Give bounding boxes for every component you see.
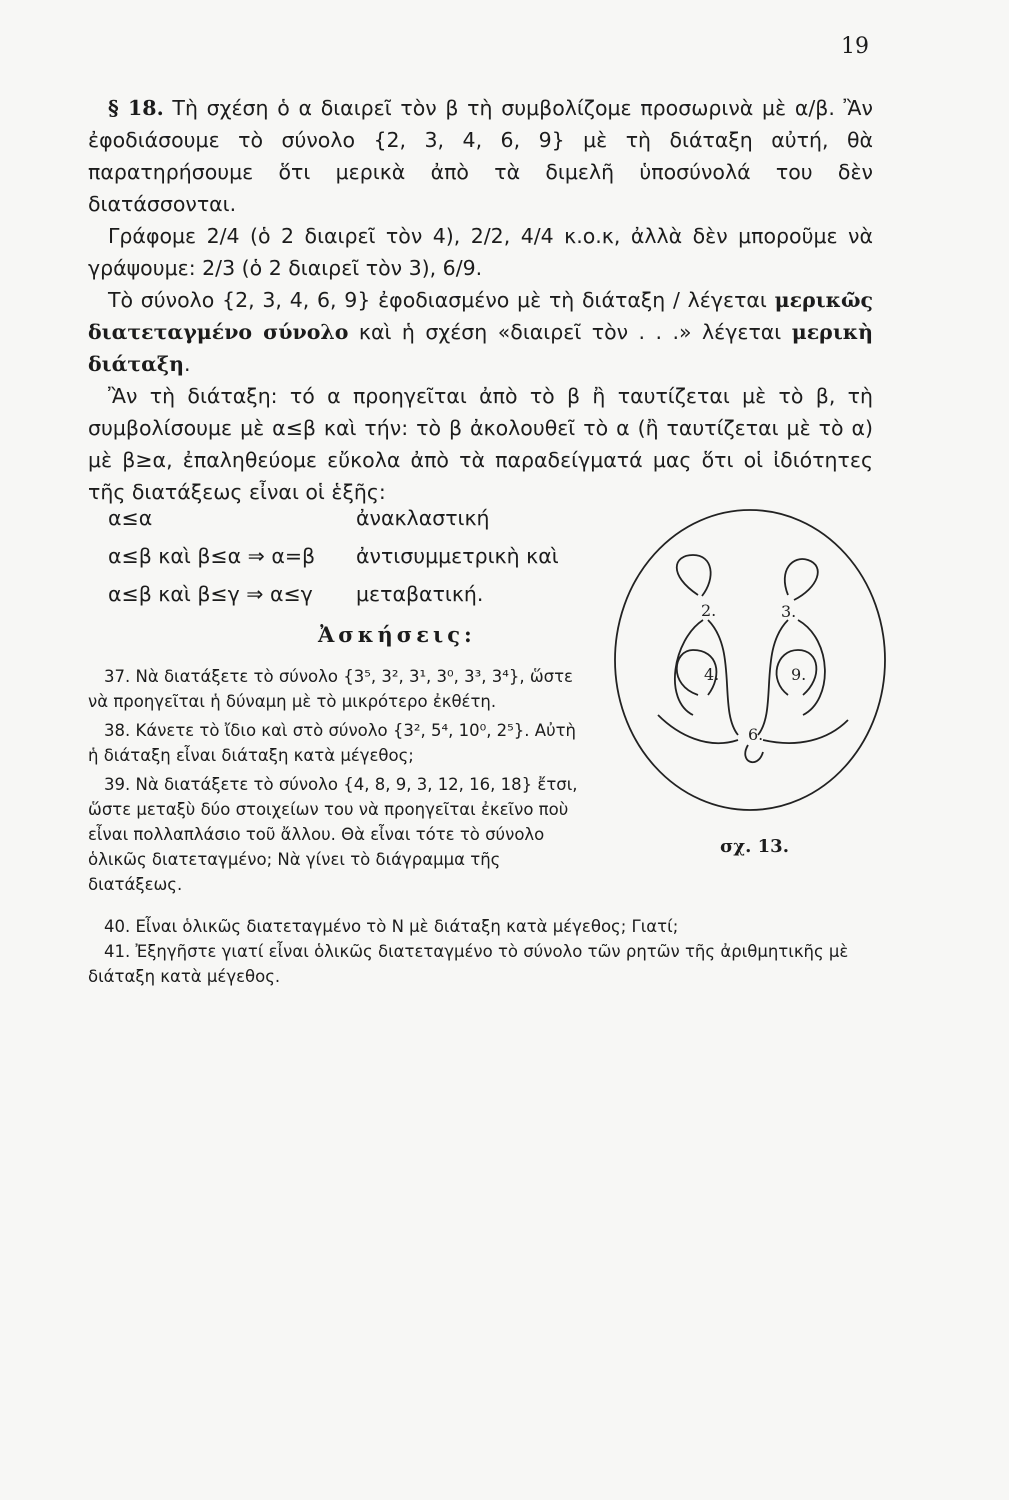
diagram-outline: [615, 510, 885, 810]
order-properties: [108, 506, 559, 620]
loop-6: [745, 745, 763, 762]
node-3: 3.: [781, 602, 797, 621]
edge-6-left: [658, 715, 738, 743]
loop-2: [677, 555, 711, 596]
node-2: 2.: [701, 601, 717, 620]
loop-3: [785, 559, 818, 600]
section-label: § 18.: [108, 96, 164, 120]
paragraph-1: Τὴ σχέση ὁ α διαιρεῖ τὸν β τὴ συμβολίζομε προσωρινὰ μὲ α/β. Ἂν ἐφοδιάσουμε τὸ σύνολο {2, 3, 4, 6, 9} μὲ τὴ διάταξη αὐτή, θὰ παρατηρήσουμε ὅτι μερικὰ ἀπὸ τὰ διμελῆ ὑποσύνολά του δὲν διατάσσονται.: [88, 96, 873, 216]
property-antisymmetric: α≤β καὶ β≤α ⇒ α=β ἀντισυμμετρικὴ καὶ: [108, 544, 559, 568]
paragraph-3: Τὸ σύνολο {2, 3, 4, 6, 9} ἐφοδιασμένο μὲ τὴ διάταξη / λέγεται μερικῶς διατεταγμένο σύνολο καὶ ἡ σχέση «διαιρεῖ τὸν . . .» λέγεται μερικὴ διάταξη.: [88, 288, 874, 376]
exercise-37: 37. Νὰ διατάξετε τὸ σύνολο {3⁵, 3², 3¹, 3⁰, 3³, 3⁴}, ὥστε νὰ προηγεῖται ἡ δύναμη μὲ τὸ μικρότερο ἐκθέτη.: [88, 667, 573, 711]
node-4: 4.: [704, 665, 720, 684]
exercise-38: 38. Κάνετε τὸ ἴδιο καὶ στὸ σύνολο {3², 5⁴, 10⁰, 2⁵}. Αὐτὴ ἡ διάταξη εἶναι διάταξη κατὰ μέγεθος;: [88, 721, 577, 765]
exercises-heading: Ἀσκήσεις:: [318, 622, 476, 647]
term-partially-ordered: μερικῶς διατεταγμένο σύνολο: [88, 288, 873, 344]
divisibility-diagram: [598, 500, 898, 880]
figure-caption: σχ. 13.: [720, 836, 789, 857]
exercises-list: [88, 664, 588, 901]
node-9: 9.: [791, 665, 807, 684]
paragraph-4: Ἂν τὴ διάταξη: τό α προηγεῖται ἀπὸ τὸ β ἢ ταυτίζεται μὲ τὸ β, τὴ συμβολίσουμε μὲ α≤β καὶ τήν: τὸ β ἀκολουθεῖ τὸ α (ἢ ταυτίζεται μὲ τὸ α) μὲ β≥α, ἐπαληθεύομε εὔκολα ἀπὸ τὰ παραδείγματά μας ὅτι οἱ ἰδιότητες τῆς διατάξεως εἶναι οἱ ἑξῆς:: [88, 384, 873, 504]
edge-2-4: [675, 620, 703, 715]
property-transitive: α≤β καὶ β≤γ ⇒ α≤γ μεταβατική.: [108, 582, 484, 606]
node-6: 6.: [748, 725, 764, 744]
term-partial-order: μερικὴ διάταξη: [88, 320, 874, 376]
property-reflexive: α≤α ἀνακλαστική: [108, 506, 490, 530]
section-18: [88, 92, 873, 508]
edge-6-right: [763, 720, 848, 743]
edge-3-6: [758, 620, 788, 735]
paragraph-2: Γράφομε 2/4 (ὁ 2 διαιρεῖ τὸν 4), 2/2, 4/4 κ.ο.κ, ἀλλὰ δὲν μποροῦμε νὰ γράψουμε: 2/3 (ὁ 2 διαιρεῖ τὸν 3), 6/9.: [88, 224, 873, 280]
exercises-list-continued: [88, 914, 873, 989]
page-number: 19: [841, 34, 869, 59]
exercise-41: 41. Ἐξηγῆστε γιατί εἶναι ὁλικῶς διατεταγμένο τὸ σύνολο τῶν ρητῶν τῆς ἀριθμητικῆς μὲ διάταξη κατὰ μέγεθος.: [88, 942, 849, 986]
exercise-39: 39. Νὰ διατάξετε τὸ σύνολο {4, 8, 9, 3, 12, 16, 18} ἔτσι, ὥστε μεταξὺ δύο στοιχείων του νὰ προηγεῖται ἐκεῖνο ποὺ εἶναι πολλαπλάσιο τοῦ ἄλλου. Θὰ εἶναι τότε τὸ σύνολο ὁλικῶς διατεταγμένο; Νὰ γίνει τὸ διάγραμμα τῆς διατάξεως.: [88, 775, 578, 894]
exercise-40: 40. Εἶναι ὁλικῶς διατεταγμένο τὸ N μὲ διάταξη κατὰ μέγεθος; Γιατί;: [104, 917, 679, 936]
